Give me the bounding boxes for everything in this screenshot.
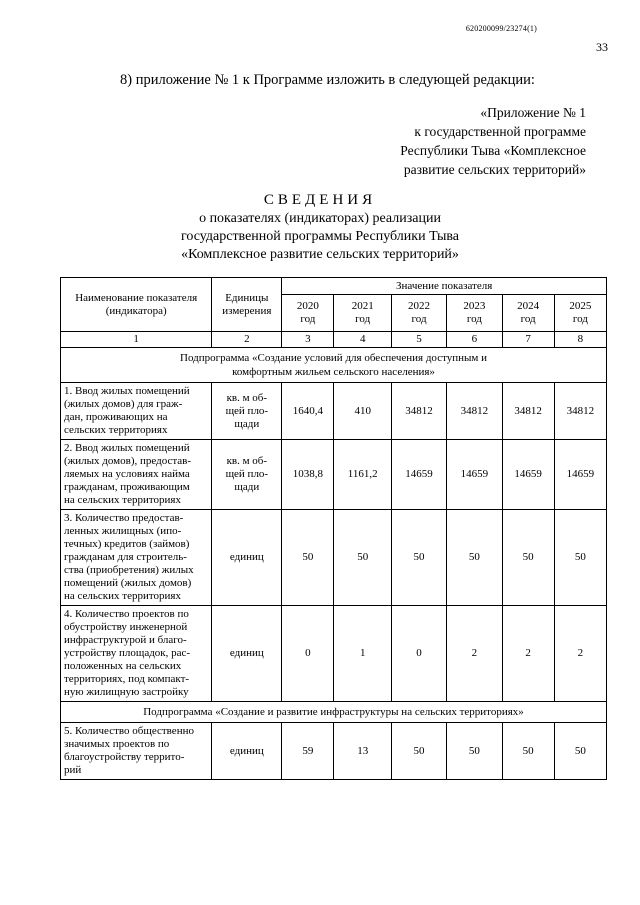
indicator-value: 34812 — [391, 383, 446, 440]
subprogram-1-rows — [61, 383, 607, 702]
header-year: 2022 год — [391, 295, 446, 332]
column-number: 3 — [282, 332, 334, 348]
header-year: 2021 год — [334, 295, 391, 332]
indicator-value: 50 — [554, 510, 606, 606]
indicator-value: 50 — [334, 510, 391, 606]
indicator-unit: единиц — [212, 606, 282, 702]
appendix-reference — [346, 103, 586, 179]
indicator-value: 50 — [447, 510, 502, 606]
subtitle-line: государственной программы Республики Тыва — [181, 229, 459, 244]
page-number: 33 — [596, 40, 608, 54]
indicator-value: 14659 — [447, 440, 502, 510]
indicator-value: 410 — [334, 383, 391, 440]
header-year: 2025 год — [554, 295, 606, 332]
indicator-value: 34812 — [554, 383, 606, 440]
table-row — [61, 606, 607, 702]
document-code: 620200099/23274(1) — [465, 24, 537, 33]
column-number-row — [61, 332, 607, 348]
column-number: 4 — [334, 332, 391, 348]
header-unit: Единицы измерения — [212, 278, 282, 332]
indicator-value: 0 — [391, 606, 446, 702]
indicator-name: 3. Количество предостав- ленных жилищных (ипо- течных) кредитов (займов) гражданам для строитель- ства (приобретения) жилых помещений (жилых домов) на сельских территориях — [61, 510, 212, 606]
indicator-unit: кв. м об- щей пло- щади — [212, 440, 282, 510]
indicator-value: 34812 — [502, 383, 554, 440]
indicator-unit: единиц — [212, 510, 282, 606]
intro-text: 8) приложение № 1 к Программе изложить в следующей редакции: — [120, 72, 535, 88]
indicator-unit: единиц — [212, 723, 282, 780]
indicators-table — [60, 277, 607, 780]
appendix-line: «Приложение № 1 — [480, 105, 586, 120]
indicator-value: 34812 — [447, 383, 502, 440]
indicator-name: 2. Ввод жилых помещений (жилых домов), предостав- ляемых на условиях найма гражданам, проживающим на сельских территориях — [61, 440, 212, 510]
appendix-line: развитие сельских территорий» — [403, 162, 586, 177]
indicator-name: 1. Ввод жилых помещений (жилых домов) для граж- дан, проживающих на сельских территориях — [61, 383, 212, 440]
column-number: 6 — [447, 332, 502, 348]
table-row — [61, 510, 607, 606]
header-year: 2024 год — [502, 295, 554, 332]
subprogram-2-rows — [61, 723, 607, 780]
appendix-line: Республики Тыва «Комплексное — [400, 143, 586, 158]
header-indicator-name: Наименование показателя (индикатора) — [61, 278, 212, 332]
table-row — [61, 723, 607, 780]
column-number: 2 — [212, 332, 282, 348]
subprogram-heading: Подпрограмма «Создание условий для обеспечения доступным и комфортным жильем сельского населения» — [61, 348, 607, 383]
header-year: 2023 год — [447, 295, 502, 332]
indicator-value: 50 — [502, 510, 554, 606]
indicator-value: 1640,4 — [282, 383, 334, 440]
indicator-value: 14659 — [554, 440, 606, 510]
indicator-value: 2 — [447, 606, 502, 702]
indicator-value: 14659 — [391, 440, 446, 510]
document-heading: СВЕДЕНИЯ — [263, 192, 377, 208]
indicator-value: 2 — [502, 606, 554, 702]
column-number: 1 — [61, 332, 212, 348]
indicator-value: 1161,2 — [334, 440, 391, 510]
table-row — [61, 383, 607, 440]
title-block — [0, 190, 640, 264]
table-row — [61, 440, 607, 510]
indicator-value: 50 — [282, 510, 334, 606]
column-number: 8 — [554, 332, 606, 348]
indicator-value: 0 — [282, 606, 334, 702]
indicator-value: 50 — [391, 723, 446, 780]
column-number: 5 — [391, 332, 446, 348]
subprogram-heading: Подпрограмма «Создание и развитие инфраструктуры на сельских территориях» — [61, 702, 607, 723]
indicator-value: 14659 — [502, 440, 554, 510]
indicator-value: 2 — [554, 606, 606, 702]
subtitle-line: «Комплексное развитие сельских территорий» — [181, 247, 459, 262]
header-year: 2020 год — [282, 295, 334, 332]
indicator-value: 50 — [502, 723, 554, 780]
indicator-value: 59 — [282, 723, 334, 780]
appendix-line: к государственной программе — [414, 124, 586, 139]
indicator-name: 5. Количество общественно значимых проектов по благоустройству террито- рий — [61, 723, 212, 780]
indicator-value: 50 — [554, 723, 606, 780]
indicator-value: 13 — [334, 723, 391, 780]
header-values: Значение показателя — [282, 278, 607, 295]
indicator-value: 50 — [447, 723, 502, 780]
column-number: 7 — [502, 332, 554, 348]
indicator-unit: кв. м об- щей пло- щади — [212, 383, 282, 440]
indicator-value: 1 — [334, 606, 391, 702]
subtitle-line: о показателях (индикаторах) реализации — [199, 211, 441, 226]
indicator-value: 50 — [391, 510, 446, 606]
indicator-name: 4. Количество проектов по обустройству инженерной инфраструктурой и благо- устройству площадок, рас- положенных на сельских территориях, под компакт- ную жилищную застройку — [61, 606, 212, 702]
indicator-value: 1038,8 — [282, 440, 334, 510]
